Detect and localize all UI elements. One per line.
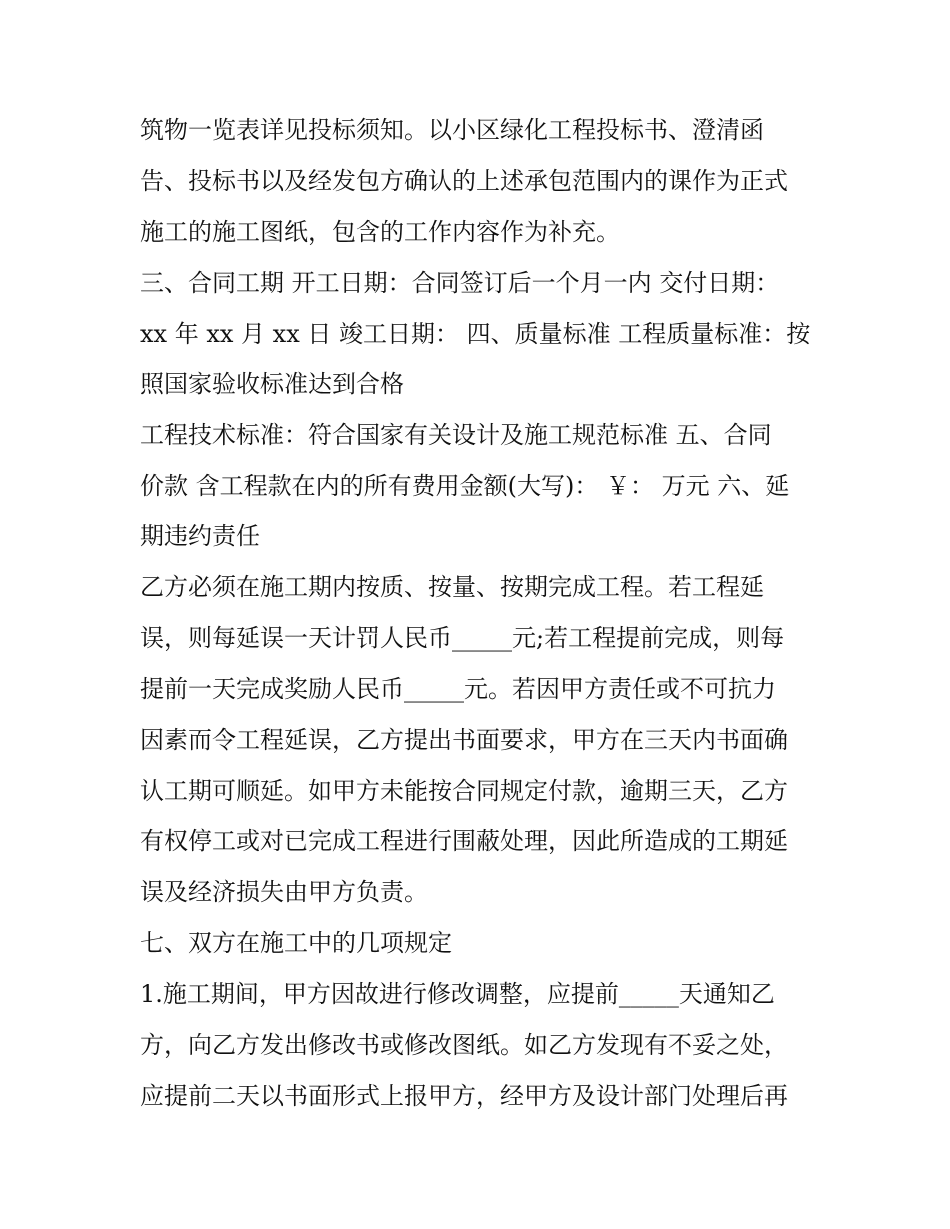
- text-line: 因素而令工程延误，乙方提出书面要求，甲方在三天内书面确: [140, 726, 788, 754]
- text-line: xx 年 xx 月 xx 日 竣工日期： 四、质量标准 工程质量标准：按: [140, 320, 811, 348]
- text-line: 应提前二天以书面形式上报甲方，经甲方及设计部门处理后再: [140, 1082, 788, 1110]
- text-line: 提前一天完成奖励人民币_____元。若因甲方责任或不可抗力: [140, 675, 776, 703]
- text-line: 期违约责任: [140, 522, 260, 550]
- text-line: 筑物一览表详见投标须知。以小区绿化工程投标书、澄清函: [140, 116, 764, 144]
- text-line: 1.施工期间，甲方因故进行修改调整，应提前_____天通知乙: [140, 980, 775, 1008]
- text-line: 误及经济损失由甲方负责。: [140, 878, 428, 906]
- text-line: 告、投标书以及经发包方确认的上述承包范围内的课作为正式: [140, 167, 788, 195]
- text-line: 有权停工或对已完成工程进行围蔽处理，因此所造成的工期延: [140, 827, 788, 855]
- text-line: 工程技术标准：符合国家有关设计及施工规范标准 五、合同: [140, 421, 772, 449]
- text-line: 乙方必须在施工期内按质、按量、按期完成工程。若工程延: [140, 573, 764, 601]
- text-line: 认工期可顺延。如甲方未能按合同规定付款，逾期三天，乙方: [140, 777, 788, 805]
- text-line: 施工的施工图纸，包含的工作内容作为补充。: [140, 218, 620, 246]
- text-line: 价款 含工程款在内的所有费用金额(大写)： ￥： 万元 六、延: [140, 472, 790, 500]
- text-line: 照国家验收标准达到合格: [140, 370, 404, 398]
- text-line: 误，则每延误一天计罚人民币_____元;若工程提前完成，则每: [140, 624, 785, 652]
- text-line: 方，向乙方发出修改书或修改图纸。如乙方发现有不妥之处，: [140, 1031, 788, 1059]
- text-line: 三、合同工期 开工日期：合同签订后一个月一内 交付日期：: [140, 269, 780, 297]
- text-line: 七、双方在施工中的几项规定: [140, 929, 452, 957]
